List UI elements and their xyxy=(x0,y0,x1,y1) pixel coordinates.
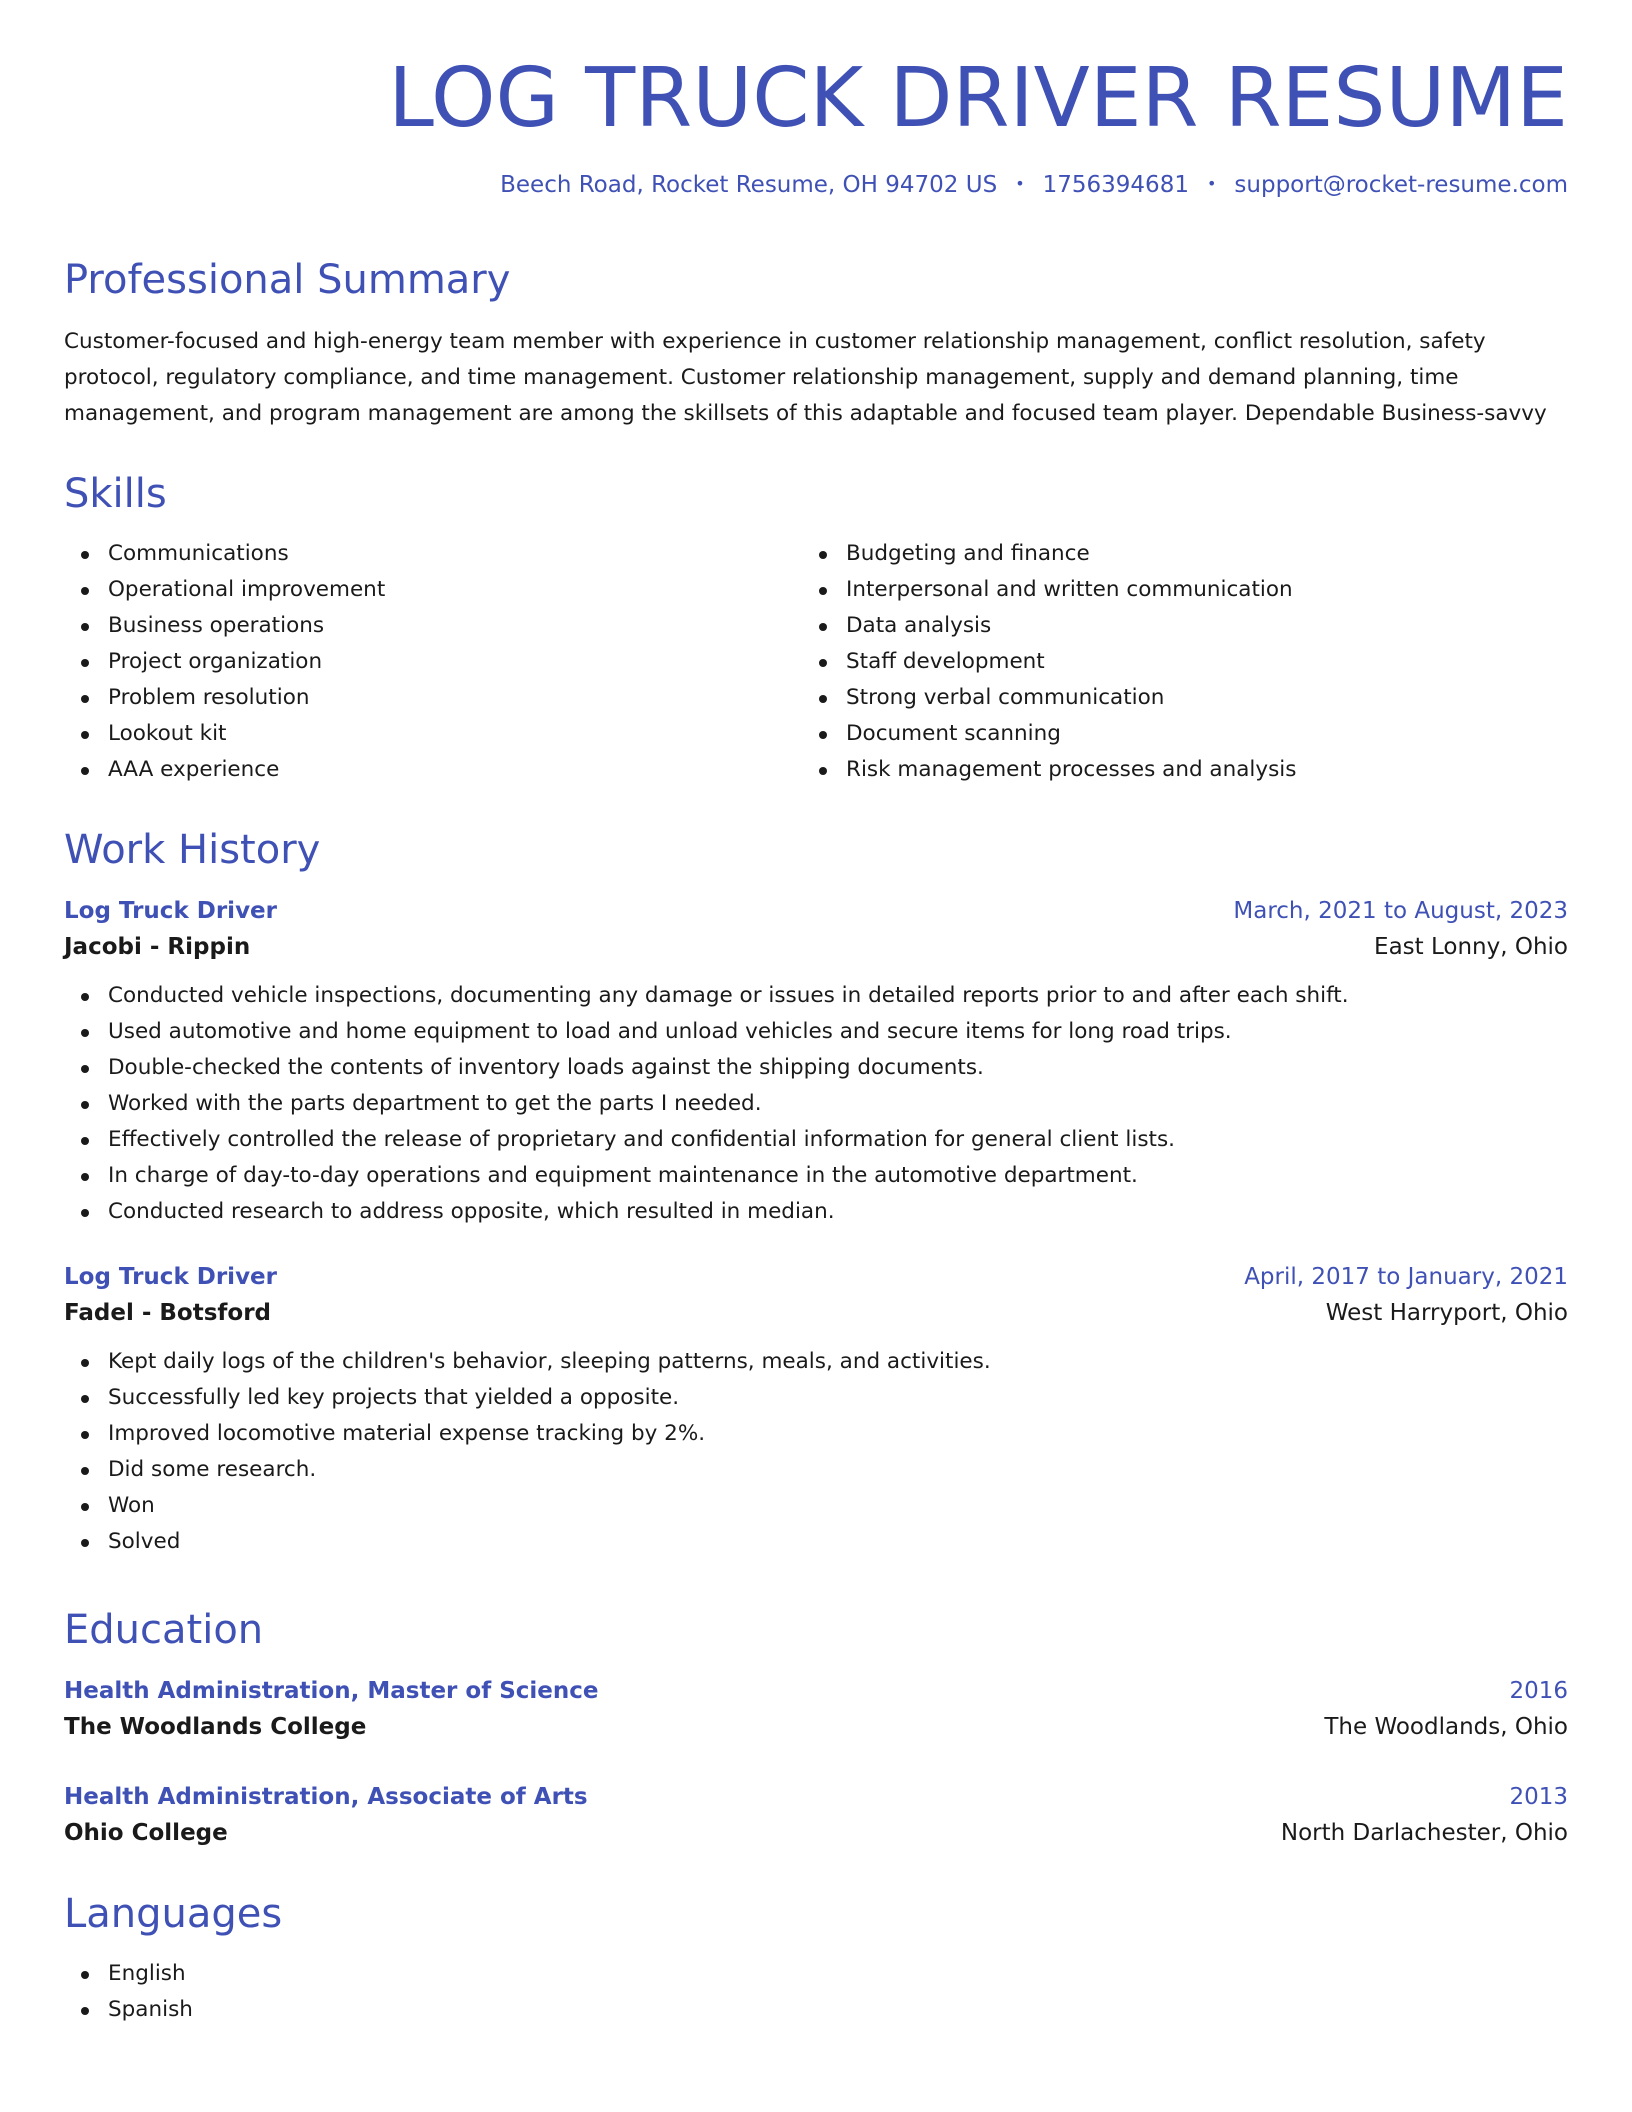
graduation-year: 2016 xyxy=(1509,1678,1568,1705)
summary-text: Customer-focused and high-energy team member with experience in customer relationship management, conflict resolution, safety protocol, regulatory compliance, and time management. Customer relationship management, supply and demand planning, time management, and program management are among the skillsets of this adaptable and focused team player. Dependable Business-savvy xyxy=(64,329,1547,427)
job-bullet: Improved locomotive material expense tracking by 2%. xyxy=(108,1416,1568,1452)
skill-item: Lookout kit xyxy=(108,716,802,752)
job-bullet: Kept daily logs of the children's behavior, sleeping patterns, meals, and activities. xyxy=(108,1344,1568,1380)
degree-row xyxy=(64,1784,1568,1810)
languages-heading: Languages xyxy=(64,1891,283,1938)
separator-dot: • xyxy=(1206,174,1217,194)
separator-dot: • xyxy=(1015,174,1025,194)
job-bullet: Effectively controlled the release of proprietary and confidential information for general client lists. xyxy=(108,1122,1568,1158)
resume-title: LOG TRUCK DRIVER RESUME xyxy=(388,51,1568,146)
job-bullet: Conducted vehicle inspections, documenting any damage or issues in detailed reports prior to and after each shift. xyxy=(108,978,1568,1014)
languages-list xyxy=(64,1956,1568,2028)
job-entry xyxy=(64,898,1568,1230)
summary-heading: Professional Summary xyxy=(64,257,511,304)
job-bullet: Conducted research to address opposite, which resulted in median. xyxy=(108,1194,1568,1230)
skill-item: Budgeting and finance xyxy=(846,536,1540,572)
skill-item: Business operations xyxy=(108,608,802,644)
contact-phone: 1756394681 xyxy=(1042,172,1189,199)
resume-header xyxy=(64,0,1568,198)
school-location: North Darlachester, Ohio xyxy=(1280,1820,1568,1847)
language-item: English xyxy=(108,1956,1568,1992)
skills-heading: Skills xyxy=(64,471,167,518)
job-header-row xyxy=(64,898,1568,924)
job-bullet: Double-checked the contents of inventory loads against the shipping documents. xyxy=(108,1050,1568,1086)
skill-item: AAA experience xyxy=(108,752,802,788)
job-dates: April, 2017 to January, 2021 xyxy=(1244,1264,1568,1291)
skill-item: Problem resolution xyxy=(108,680,802,716)
job-bullet: Solved xyxy=(108,1524,1568,1560)
skill-item: Data analysis xyxy=(846,608,1540,644)
education-entry xyxy=(64,1784,1568,1846)
job-header-row xyxy=(64,1264,1568,1290)
skill-item: Communications xyxy=(108,536,802,572)
school-row xyxy=(64,1714,1568,1740)
school-name: Ohio College xyxy=(64,1820,228,1847)
skill-item: Interpersonal and written communication xyxy=(846,572,1540,608)
job-bullets xyxy=(64,1344,1568,1560)
language-item: Spanish xyxy=(108,1992,1568,2028)
school-name: The Woodlands College xyxy=(64,1714,367,1741)
job-bullet: Won xyxy=(108,1488,1568,1524)
school-location: The Woodlands, Ohio xyxy=(1324,1714,1568,1741)
skills-column-right xyxy=(802,536,1540,788)
education-entry xyxy=(64,1678,1568,1740)
skills-column-left xyxy=(64,536,802,788)
skill-item: Risk management processes and analysis xyxy=(846,752,1540,788)
school-row xyxy=(64,1820,1568,1846)
contact-line xyxy=(64,172,1568,198)
job-bullets xyxy=(64,978,1568,1230)
contact-address: Beech Road, Rocket Resume, OH 94702 US xyxy=(500,172,998,199)
degree-row xyxy=(64,1678,1568,1704)
job-company-row xyxy=(64,934,1568,960)
skill-item: Document scanning xyxy=(846,716,1540,752)
job-location: East Lonny, Ohio xyxy=(1374,934,1568,961)
skill-item: Operational improvement xyxy=(108,572,802,608)
job-bullet: Did some research. xyxy=(108,1452,1568,1488)
job-bullet: Successfully led key projects that yielded a opposite. xyxy=(108,1380,1568,1416)
skill-item: Strong verbal communication xyxy=(846,680,1540,716)
job-location: West Harryport, Ohio xyxy=(1325,1300,1568,1327)
job-bullet: Worked with the parts department to get the parts I needed. xyxy=(108,1086,1568,1122)
degree-name: Health Administration, Associate of Arts xyxy=(64,1784,588,1811)
degree-name: Health Administration, Master of Science xyxy=(64,1678,599,1705)
job-bullet: Used automotive and home equipment to load and unload vehicles and secure items for long road trips. xyxy=(108,1014,1568,1050)
job-bullet: In charge of day-to-day operations and equipment maintenance in the automotive department. xyxy=(108,1158,1568,1194)
education-heading: Education xyxy=(64,1607,264,1654)
company-name: Jacobi - Rippin xyxy=(64,934,251,961)
job-title: Log Truck Driver xyxy=(64,1264,277,1291)
skill-item: Staff development xyxy=(846,644,1540,680)
graduation-year: 2013 xyxy=(1509,1784,1568,1811)
job-company-row xyxy=(64,1300,1568,1326)
job-title: Log Truck Driver xyxy=(64,898,277,925)
job-entry xyxy=(64,1264,1568,1560)
skills-grid xyxy=(64,536,1568,788)
contact-email[interactable]: support@rocket-resume.com xyxy=(1234,172,1568,199)
company-name: Fadel - Botsford xyxy=(64,1300,272,1327)
skill-item: Project organization xyxy=(108,644,802,680)
job-dates: March, 2021 to August, 2023 xyxy=(1233,898,1568,925)
work-history-heading: Work History xyxy=(64,827,321,874)
